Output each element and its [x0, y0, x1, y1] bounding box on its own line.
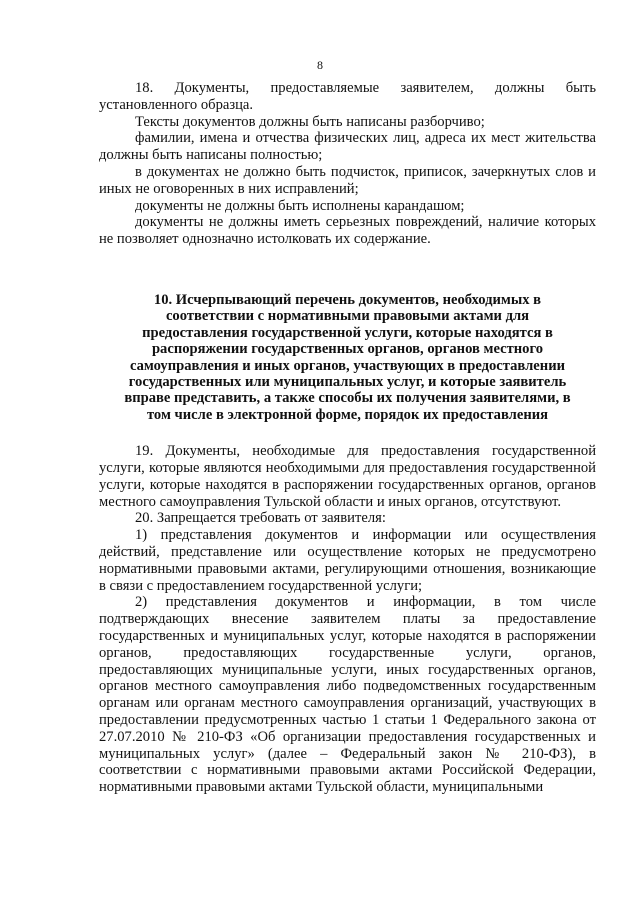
section-documents-requirements — [99, 80, 596, 248]
paragraph-20: 20. Запрещается требовать от заявителя: — [135, 510, 386, 527]
paragraph-no-corrections: в документах не должно быть подчисток, приписок, зачеркнутых слов и иных не оговоренных в них исправлений; — [99, 163, 596, 197]
paragraph-names: фамилии, имена и отчества физических лиц, адреса их мест жительства должны быть написаны полностью; — [99, 130, 596, 164]
paragraph-20-item-2: 2) представления документов и информации, в том числе подтверждающих внесение заявителем платы за предоставление государственных и муниципальных услуг, которые находятся в распоряжении органов, предоставляющих государственные услуги, органов, предоставляющих муниципальные услуги, иных государственных органов, органов местного самоуправления либо подведомственных государственным органам или органам местного самоуправления организаций, участвующих в предоставлении предусмотренных частью 1 статьи 1 Федерального закона от 27.07.2010 № 210-ФЗ «Об организации предоставления государственных и муниципальных услуг» (далее – Федеральный закон № 210-ФЗ), в соответствии с нормативными правовыми актами Российской Федерации, нормативными правовыми актами Тульской области, муниципальными — [99, 594, 596, 796]
paragraph-18: 18. Документы, предоставляемые заявителем, должны быть установленного образца. — [99, 80, 596, 113]
paragraph-no-pencil: документы не должны быть исполнены карандашом; — [135, 197, 465, 214]
paragraph-19: 19. Документы, необходимые для предоставления государственной услуги, которые являются необходимыми для предоставления государственной услуги, которые находятся в распоряжении государственных органов, органов местного самоуправления Тульской области и иных органов, отсутствуют. — [99, 443, 596, 510]
page-number: 8 — [317, 58, 323, 72]
paragraph-legible: Тексты документов должны быть написаны разборчиво; — [135, 113, 485, 130]
section-10-heading: 10. Исчерпывающий перечень документов, необходимых в соответствии с нормативными правовыми актами для предоставления государственной услуги, которые находятся в распоряжении государственных органов, органов местного самоуправления и иных органов, участвующих в предоставлении государственных или муниципальных услуг, и которые заявитель вправе представить, а также способы их получения заявителями, в том числе в электронной форме, порядок их предоставления — [124, 291, 571, 423]
section-documents-list — [99, 443, 596, 796]
paragraph-no-damage: документы не должны иметь серьезных повреждений, наличие которых не позволяет однозначно истолковать их содержание. — [99, 214, 596, 248]
paragraph-20-item-1: 1) представления документов и информации или осуществления действий, представление или осуществление которых не предусмотрено нормативными правовыми актами, регулирующими отношения, возникающие в связи с предоставлением государственной услуги; — [99, 527, 596, 594]
